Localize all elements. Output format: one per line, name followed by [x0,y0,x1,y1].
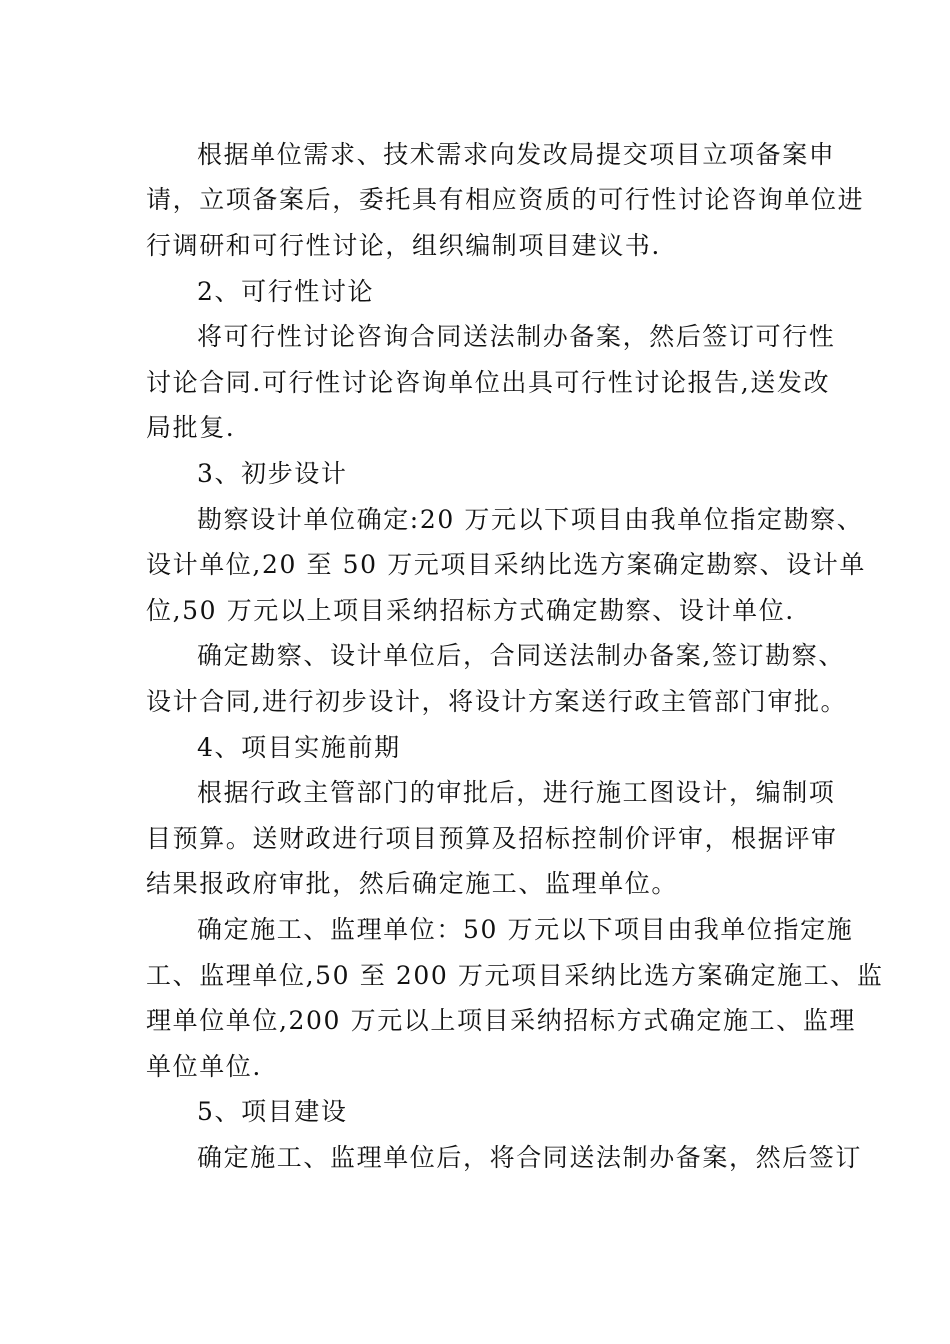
paragraph-line: 讨论合同.可行性讨论咨询单位出具可行性讨论报告,送发改 [146,368,831,397]
paragraph-line: 勘察设计单位确定:20 万元以下项目由我单位指定勘察、 [197,505,864,534]
section-heading: 3、初步设计 [197,459,348,488]
section-heading: 5、项目建设 [197,1097,348,1126]
paragraph-line: 设计单位,20 至 50 万元项目采纳比选方案确定勘察、设计单 [146,550,867,579]
paragraph-line: 将可行性讨论咨询合同送法制办备案，然后签订可行性 [197,322,836,351]
paragraph-line: 根据单位需求、技术需求向发改局提交项目立项备案申 [197,140,836,169]
section-heading: 2、可行性讨论 [197,277,375,306]
section-heading: 4、项目实施前期 [197,733,401,762]
paragraph-line: 请，立项备案后，委托具有相应资质的可行性讨论咨询单位进 [146,185,865,214]
paragraph-line: 确定施工、监理单位：50 万元以下项目由我单位指定施 [197,915,854,944]
paragraph-line: 局批复. [146,413,236,442]
paragraph-line: 结果报政府审批，然后确定施工、监理单位。 [146,869,679,898]
paragraph-line: 目预算。送财政进行项目预算及招标控制价评审，根据评审 [146,824,838,853]
paragraph-line: 单位单位. [146,1052,262,1081]
paragraph-line: 理单位单位,200 万元以上项目采纳招标方式确定施工、监理 [146,1006,857,1035]
paragraph-line: 设计合同,进行初步设计，将设计方案送行政主管部门审批。 [146,687,848,716]
paragraph-line: 根据行政主管部门的审批后，进行施工图设计，编制项 [197,778,836,807]
paragraph-line: 确定勘察、设计单位后，合同送法制办备案,签订勘察、 [197,641,845,670]
paragraph-line: 行调研和可行性讨论，组织编制项目建议书. [146,231,661,260]
paragraph-line: 确定施工、监理单位后，将合同送法制办备案，然后签订 [197,1143,863,1172]
paragraph-line: 工、监理单位,50 至 200 万元项目采纳比选方案确定施工、监 [146,961,884,990]
paragraph-line: 位,50 万元以上项目采纳招标方式确定勘察、设计单位. [146,596,795,625]
